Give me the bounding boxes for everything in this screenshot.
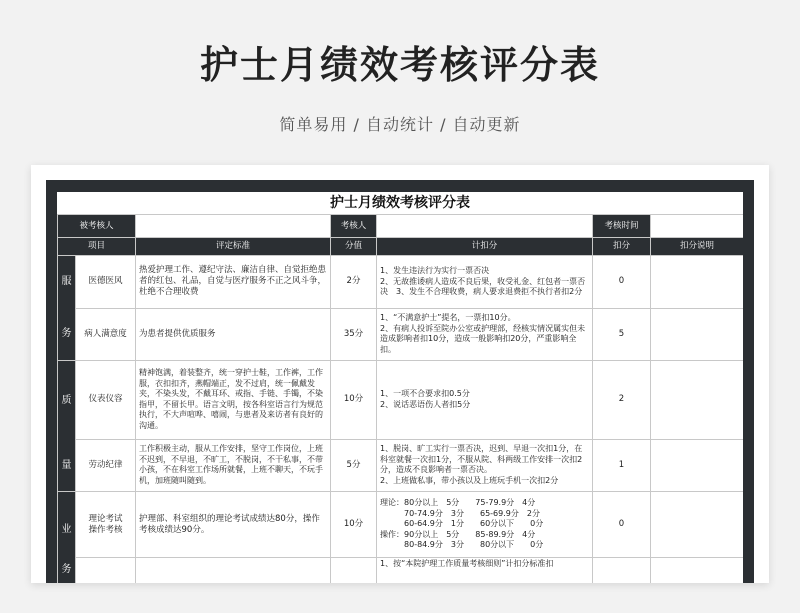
time-value-cell[interactable] (651, 215, 743, 238)
assessor-value-cell[interactable] (377, 215, 593, 238)
page-title: 护士月绩效考核评分表 (199, 43, 600, 87)
assessee-value-cell[interactable] (136, 215, 331, 238)
score-cell[interactable]: 10分 (331, 492, 377, 558)
standard-cell[interactable]: 护理部、科室组织的理论考试成绩达80分，操作考核成绩达90分。 (136, 492, 331, 558)
item-cell[interactable]: 劳动纪律 (76, 439, 136, 491)
deduction-rule-cell[interactable]: 1、“不满意护士”提名，一票扣10分。 2、有病人投诉至院办公室或护理部，经核实情况属实但未造成影响者扣10分，造成一般影响扣20分，严重影响全扣。 (377, 308, 593, 361)
section-label: 务 (61, 563, 72, 575)
score-cell[interactable]: 5分 (331, 439, 377, 491)
deducted-cell[interactable]: 0 (593, 492, 651, 558)
header-row (58, 238, 744, 256)
deducted-cell[interactable]: 5 (593, 308, 651, 361)
deduction-rule-cell[interactable]: 理论：80分以上 5分 75-79.9分 4分 70-74.9分 3分 65-69.9分 2分 60-64.9分 1分 60分以下 0分 操作：90分以上 5分 85-89.9分 4分 80-84.9分 3分 80分以下 0分 (377, 492, 593, 558)
section-label: 业 (61, 523, 72, 535)
section-label: 服 (61, 276, 72, 287)
score-cell[interactable]: 35分 (331, 308, 377, 361)
deduction-rule-cell[interactable]: 1、脱岗、旷工实行一票否决，迟到、早退一次扣1分，在科室就餐一次扣1分，不服从院、科两级工作安排一次扣2分，造成不良影响者一票否决。 2、上班做私事，带小孩以及上班玩手机一次扣2分 (377, 439, 593, 491)
note-cell[interactable] (651, 558, 743, 584)
standard-cell[interactable]: 为患者提供优质服务 (136, 308, 331, 361)
table-row (58, 361, 744, 440)
note-cell[interactable] (651, 308, 743, 361)
sheet-title: 护士月绩效考核评分表 (330, 195, 470, 211)
deducted-cell[interactable]: 0 (593, 256, 651, 309)
header-deduction-rule: 计扣分 (377, 238, 593, 256)
section-label: 量 (61, 460, 72, 471)
standard-cell[interactable] (136, 558, 331, 584)
page-subtitle: 简单易用 / 自动统计 / 自动更新 (279, 115, 521, 134)
info-row (58, 215, 744, 238)
time-label: 考核时间 (593, 215, 651, 238)
item-cell[interactable]: 理论考试 操作考核 (76, 492, 136, 558)
standard-cell[interactable]: 工作积极主动，服从工作安排，坚守工作岗位，上班不迟到，不早退，不旷工，不脱岗，不干私事，不带小孩，不在科室工作场所就餐，上班不聊天，不玩手机，加班随叫随到。 (136, 439, 331, 491)
score-cell[interactable]: 10分 (331, 361, 377, 440)
deducted-cell[interactable]: 1 (593, 439, 651, 491)
standard-cell[interactable]: 热爱护理工作、遵纪守法、廉洁自律、自觉拒绝患者的红包、礼品，自觉与医疗服务不正之风斗争，杜绝不合理收费 (136, 256, 331, 309)
deduction-rule-cell[interactable]: 1、按“本院护理工作质量考核细则”计扣分标准扣 (377, 558, 593, 584)
deducted-cell[interactable] (593, 558, 651, 584)
section-label: 务 (61, 328, 72, 339)
assessee-label: 被考核人 (58, 215, 136, 238)
table-row (58, 558, 744, 584)
evaluation-table (57, 214, 743, 583)
deducted-cell[interactable]: 2 (593, 361, 651, 440)
note-cell[interactable] (651, 439, 743, 491)
section-label: 质 (61, 395, 72, 406)
note-cell[interactable] (651, 492, 743, 558)
item-cell[interactable]: 仪表仪容 (76, 361, 136, 440)
note-cell[interactable] (651, 256, 743, 309)
preview-card (31, 165, 769, 583)
item-cell[interactable]: 医德医风 (76, 256, 136, 309)
score-cell[interactable] (331, 558, 377, 584)
header-score: 分值 (331, 238, 377, 256)
standard-cell[interactable]: 精神饱满，着装整齐，统一穿护士鞋，工作裤，工作服，衣扣扣齐，燕帽端正，发不过肩，统一佩戴发夹，不染头发，不戴耳环、戒指、手链、手镯，不染指甲，不留长甲。语言文明，按各科室语言行为规范执行，不大声喧哗、嘻闹，与患者及来访者有良好的沟通。 (136, 361, 331, 440)
header-deducted: 扣分 (593, 238, 651, 256)
table-row (58, 256, 744, 309)
table-row (58, 439, 744, 491)
deduction-rule-cell[interactable]: 1、发生违法行为实行一票否决 2、无故推诿病人造成不良后果，收受礼金、红包者一票否决 3、发生不合理收费，病人要求退费拒不执行者扣2分 (377, 256, 593, 309)
header-note: 扣分说明 (651, 238, 743, 256)
score-cell[interactable]: 2分 (331, 256, 377, 309)
spreadsheet-document (57, 192, 743, 583)
table-row (58, 492, 744, 558)
note-cell[interactable] (651, 361, 743, 440)
item-cell[interactable] (76, 558, 136, 584)
item-cell[interactable]: 病人满意度 (76, 308, 136, 361)
header-item: 项目 (58, 238, 136, 256)
assessor-label: 考核人 (331, 215, 377, 238)
table-row (58, 308, 744, 361)
deduction-rule-cell[interactable]: 1、一项不合要求扣0.5分 2、说话恶语伤人者扣5分 (377, 361, 593, 440)
header-standard: 评定标准 (136, 238, 331, 256)
spreadsheet-frame (46, 180, 754, 583)
